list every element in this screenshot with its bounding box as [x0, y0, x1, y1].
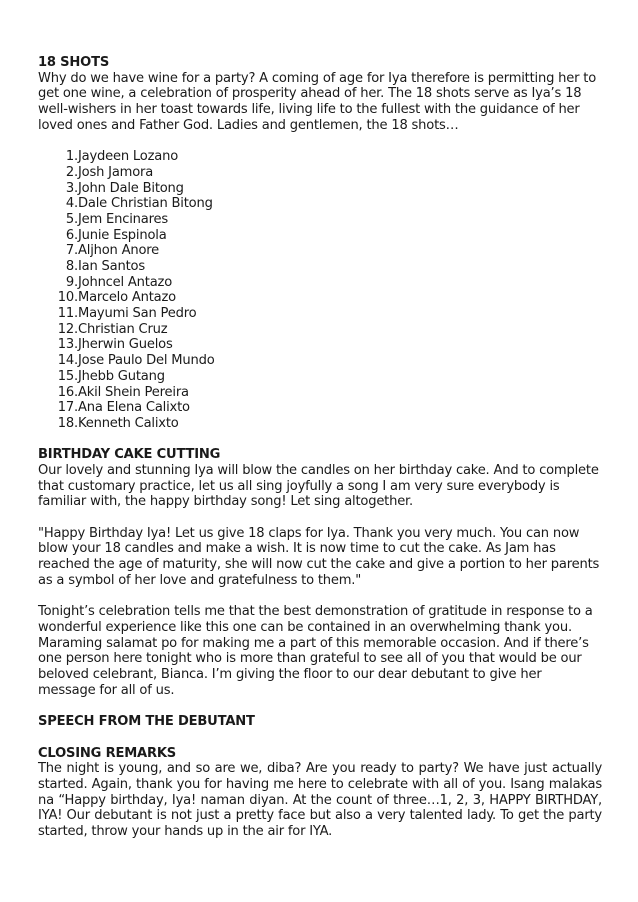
spacer — [38, 589, 602, 605]
list-item-number: 2. — [65, 164, 78, 180]
spacer — [38, 510, 602, 526]
list-item-name: Ana Elena Calixto — [78, 400, 190, 416]
list-item-name: Jose Paulo Del Mundo — [78, 353, 215, 369]
list-item-number: 15. — [57, 368, 78, 384]
list-item-name: Aljhon Anore — [78, 243, 160, 259]
list-item-name: Christian Cruz — [78, 321, 168, 337]
list-item-name: Jhebb Gutang — [78, 368, 165, 384]
list-item — [38, 149, 602, 165]
list-item — [38, 353, 602, 369]
list-item-number: 4. — [65, 196, 78, 212]
list-item-name: Dale Christian Bitong — [78, 196, 213, 212]
cake-paragraph-1: Our lovely and stunning Iya will blow the candles on her birthday cake. And to complete that customary practice, let us all sing joyfully a song I am very sure everybody is familiar with, the happy birthday song! Let sing altogether. — [38, 462, 599, 510]
list-item — [38, 165, 602, 181]
section-title-cake-cutting: BIRTHDAY CAKE CUTTING — [38, 447, 221, 463]
list-item-number: 10. — [57, 290, 78, 306]
list-item — [38, 369, 602, 385]
list-item — [38, 243, 602, 259]
shots-intro-paragraph: Why do we have wine for a party? A coming of age for Iya therefore is permitting her to get one wine, a celebration of prosperity ahead of her. The 18 shots serve as Iya’s 18 well-wishers in her toast towards life, living life to the fullest with the guidance of her loved ones and Father God. Ladies and gentlemen, the 18 shots… — [38, 70, 597, 133]
list-item-number: 8. — [65, 259, 78, 275]
section-title-18-shots: 18 SHOTS — [38, 55, 110, 70]
list-item — [38, 306, 602, 322]
list-item — [38, 290, 602, 306]
list-item-name: Jaydeen Lozano — [78, 149, 178, 165]
list-item — [38, 400, 602, 416]
list-item — [38, 416, 602, 432]
cake-paragraph-2: "Happy Birthday Iya! Let us give 18 claps for Iya. Thank you very much. You can now blow your 18 candles and make a wish. It is now time to cut the cake. As Jam has reached the age of maturity, she will now cut the cake and give a portion to her parents as a symbol of her love and gratefulness to them." — [38, 525, 600, 588]
list-item — [38, 228, 602, 244]
list-item-number: 9. — [65, 274, 78, 290]
list-item-number: 16. — [57, 384, 78, 400]
spacer — [38, 134, 602, 150]
closing-paragraph: The night is young, and so are we, diba? Are you ready to party? We have just actually started. Again, thank you for having me here to celebrate with all of you. Isang malakas na “Happy birthday, Iya! naman diyan. At the count of three…1, 2, 3, HAPPY BIRTHDAY, IYA! Our debutant is not just a pretty face but also a very talented lady. To get the party started, throw your hands up in the air for IYA. — [38, 761, 602, 840]
list-item-number: 14. — [57, 353, 78, 369]
list-item-name: John Dale Bitong — [78, 180, 184, 196]
list-item-number: 11. — [57, 306, 78, 322]
list-item-number: 12. — [57, 321, 78, 337]
list-item — [38, 181, 602, 197]
list-item-name: Kenneth Calixto — [78, 415, 179, 431]
list-item-number: 1. — [65, 149, 78, 165]
spacer — [38, 432, 602, 448]
document-page — [38, 55, 602, 840]
list-item-number: 17. — [57, 400, 78, 416]
list-item — [38, 196, 602, 212]
list-item-name: Johncel Antazo — [78, 274, 173, 290]
spacer — [38, 730, 602, 746]
list-item-name: Jherwin Guelos — [78, 337, 173, 353]
spacer — [38, 698, 602, 714]
list-item — [38, 212, 602, 228]
shots-list — [38, 149, 602, 431]
section-title-debutant-speech: SPEECH FROM THE DEBUTANT — [38, 714, 255, 730]
list-item-name: Akil Shein Pereira — [78, 384, 189, 400]
list-item-number: 6. — [65, 227, 78, 243]
list-item — [38, 337, 602, 353]
list-item-name: Ian Santos — [78, 259, 145, 275]
list-item-number: 3. — [65, 180, 78, 196]
list-item-name: Jem Encinares — [78, 211, 168, 227]
list-item — [38, 259, 602, 275]
list-item — [38, 275, 602, 291]
section-title-closing-remarks: CLOSING REMARKS — [38, 745, 177, 761]
list-item-name: Junie Espinola — [78, 227, 167, 243]
list-item-name: Marcelo Antazo — [78, 290, 176, 306]
list-item — [38, 385, 602, 401]
list-item-number: 7. — [65, 243, 78, 259]
cake-paragraph-3: Tonight’s celebration tells me that the best demonstration of gratitude in response to a wonderful experience like this one can be contained in an overwhelming thank you. Maraming salamat po for making me a part of this memorable occasion. And if there’s one person here tonight who is more than grateful to see all of you that would be our beloved celebrant, Bianca. I’m giving the floor to our dear debutant to give her message for all of us. — [38, 604, 593, 698]
list-item-number: 13. — [57, 337, 78, 353]
list-item-number: 18. — [57, 415, 78, 431]
list-item — [38, 322, 602, 338]
list-item-name: Mayumi San Pedro — [78, 306, 197, 322]
list-item-number: 5. — [65, 211, 78, 227]
list-item-name: Josh Jamora — [78, 164, 154, 180]
